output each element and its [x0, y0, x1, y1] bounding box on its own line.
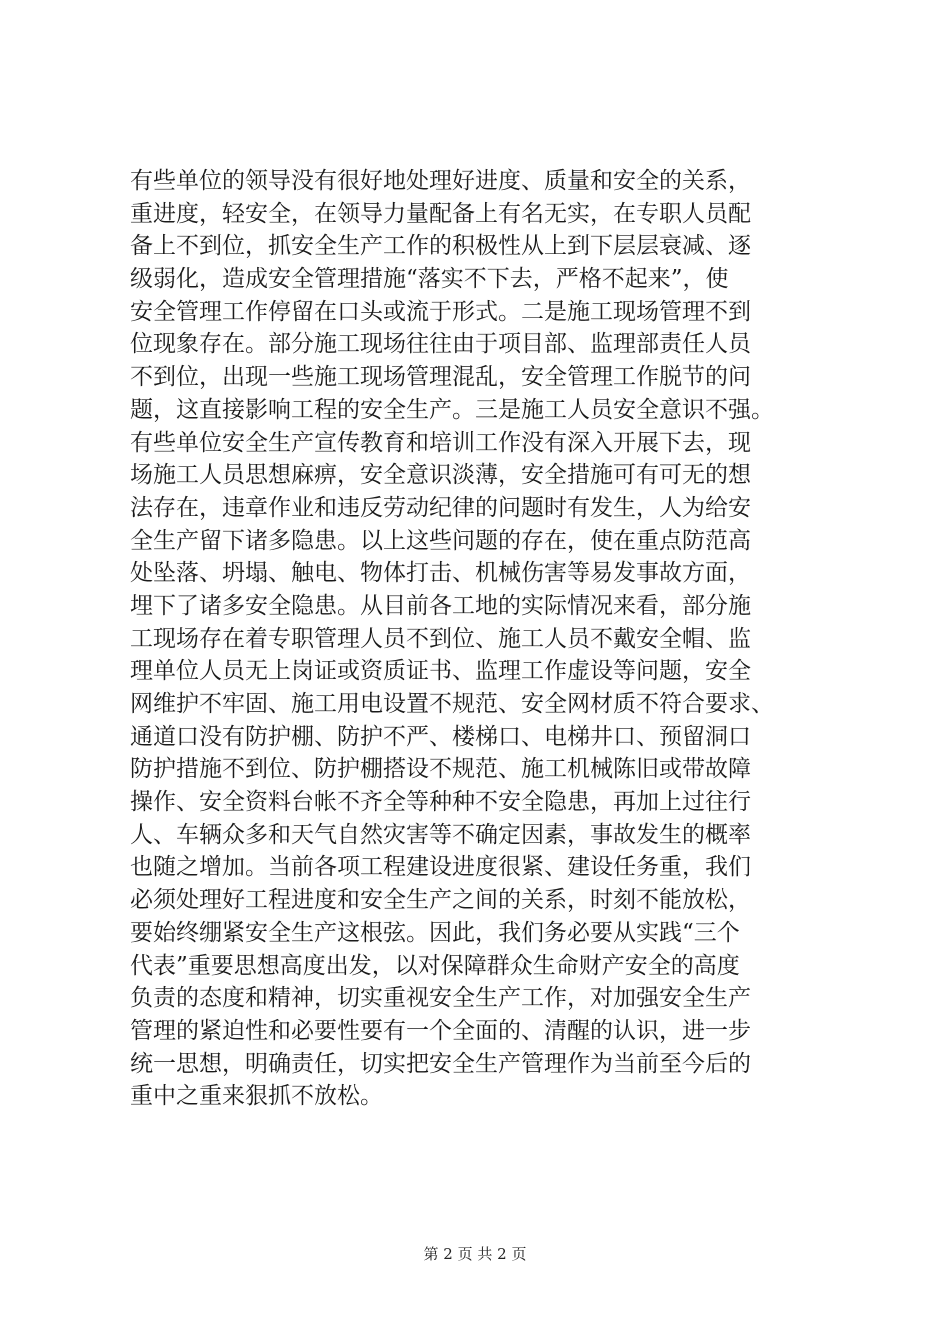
page-number-footer: 第 2 页 共 2 页 [423, 1245, 527, 1263]
text-line: 备上不到位，抓安全生产工作的积极性从上到下层层衰减、逐 [130, 233, 751, 260]
text-line: 有些单位的领导没有很好地处理好进度、质量和安全的关系， [130, 168, 751, 194]
text-line: 也随之增加。当前各项工程建设进度很紧、建设任务重，我们 [130, 854, 751, 881]
text-line: 必须处理好工程进度和安全生产之间的关系，时刻不能放松， [130, 887, 751, 914]
text-line: 负责的态度和精神，切实重视安全生产工作，对加强安全生产 [130, 985, 751, 1012]
text-line: 处坠落、坍塌、触电、物体打击、机械伤害等易发事故方面， [130, 560, 751, 587]
text-line: 安全管理工作停留在口头或流于形式。二是施工现场管理不到 [130, 298, 751, 325]
text-line: 场施工人员思想麻痹，安全意识淡薄，安全措施可有可无的想 [130, 462, 751, 489]
text-line: 位现象存在。部分施工现场往往由于项目部、监理部责任人员 [130, 331, 751, 358]
text-line: 网维护不牢固、施工用电设置不规范、安全网材质不符合要求、 [130, 691, 774, 717]
text-line: 防护措施不到位、防护棚搭设不规范、施工机械陈旧或带故障 [130, 756, 751, 783]
text-line: 操作、安全资料台帐不齐全等种种不安全隐患，再加上过往行 [130, 789, 751, 816]
text-line: 要始终绷紧安全生产这根弦。因此，我们务必要从实践“三个 [130, 919, 740, 946]
text-line: 代表”重要思想高度出发，以对保障群众生命财产安全的高度 [130, 952, 740, 979]
text-line: 统一思想，明确责任，切实把安全生产管理作为当前至今后的 [130, 1050, 751, 1077]
text-line: 重中之重来狠抓不放松。 [130, 1083, 383, 1110]
text-line: 通道口没有防护棚、防护不严、楼梯口、电梯井口、预留洞口 [130, 723, 751, 750]
text-line: 全生产留下诸多隐患。以上这些问题的存在，使在重点防范高 [130, 527, 751, 554]
text-line: 工现场存在着专职管理人员不到位、施工人员不戴安全帽、监 [130, 625, 751, 652]
text-line: 人、车辆众多和天气自然灾害等不确定因素，事故发生的概率 [130, 821, 751, 848]
text-line: 有些单位安全生产宣传教育和培训工作没有深入开展下去，现 [130, 429, 751, 456]
text-line: 法存在，违章作业和违反劳动纪律的问题时有发生，人为给安 [130, 494, 751, 521]
text-line: 不到位，出现一些施工现场管理混乱，安全管理工作脱节的问 [130, 364, 751, 391]
text-line: 埋下了诸多安全隐患。从目前各工地的实际情况来看，部分施 [130, 592, 751, 619]
text-line: 题，这直接影响工程的安全生产。三是施工人员安全意识不强。 [130, 396, 774, 423]
text-line: 理单位人员无上岗证或资质证书、监理工作虚设等问题，安全 [130, 658, 751, 685]
text-line: 重进度，轻安全，在领导力量配备上有名无实，在专职人员配 [130, 200, 751, 227]
body-paragraph [130, 165, 850, 1113]
text-line: 级弱化，造成安全管理措施“落实不下去，严格不起来”，使 [130, 266, 729, 293]
text-line: 管理的紧迫性和必要性要有一个全面的、清醒的认识，进一步 [130, 1017, 751, 1044]
